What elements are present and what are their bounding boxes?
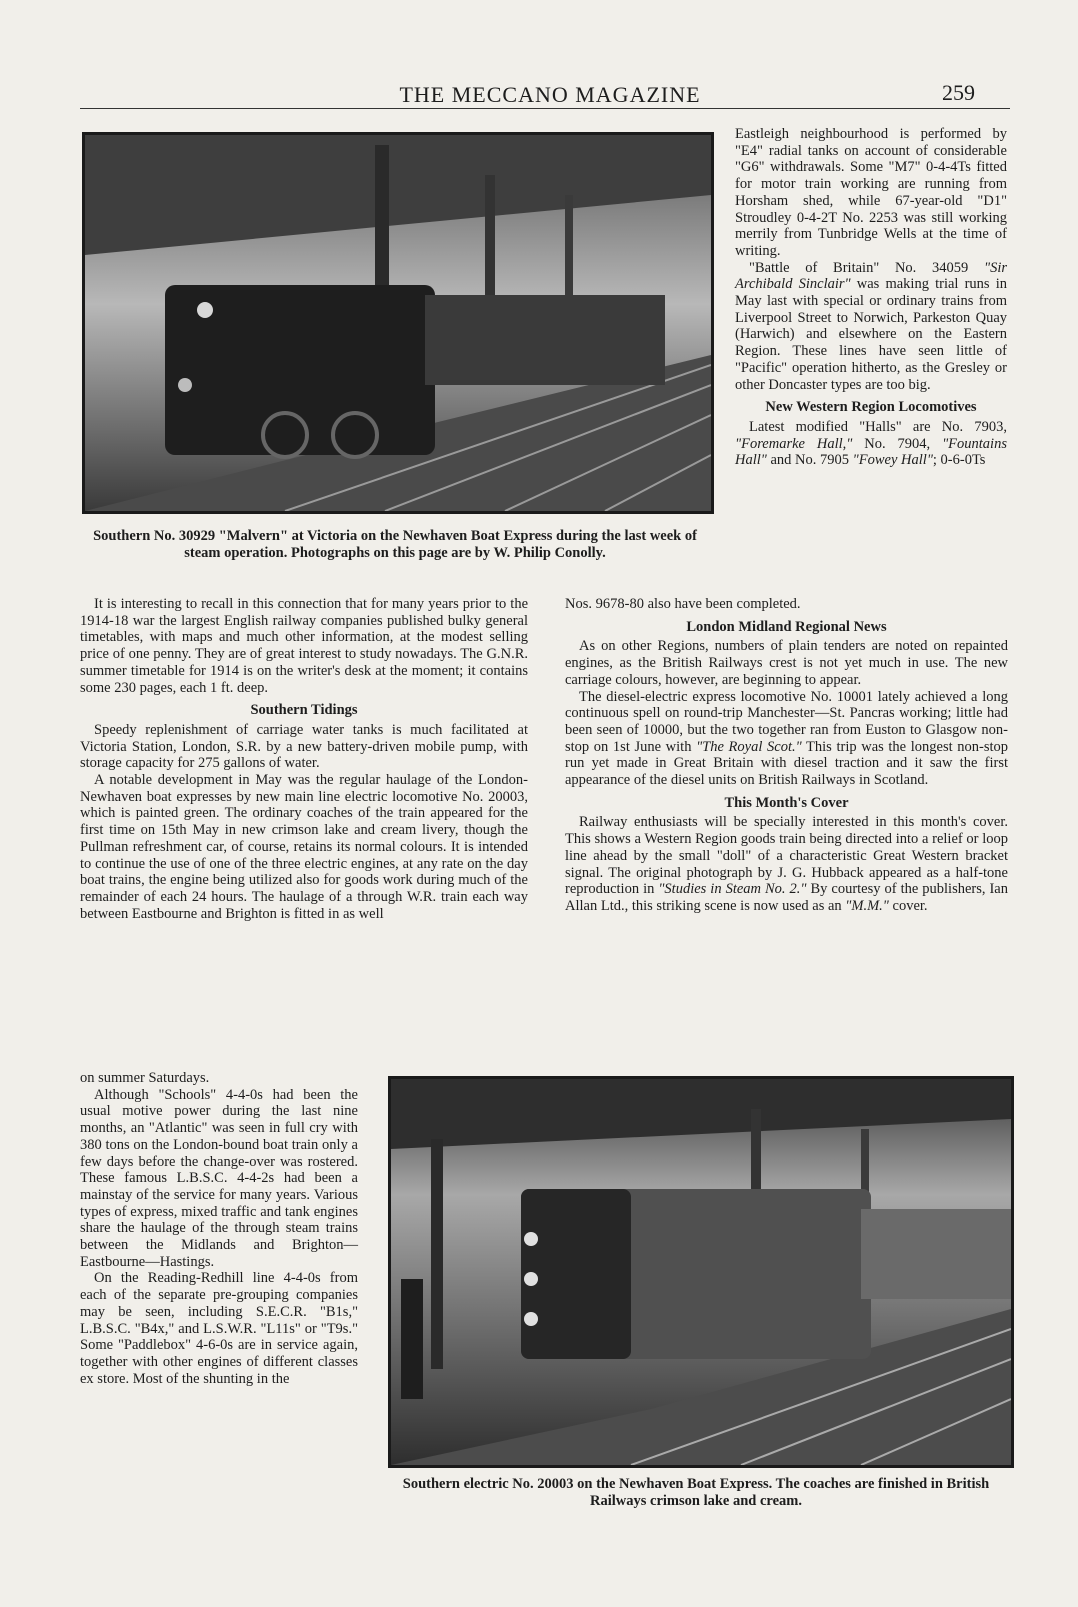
paragraph: Speedy replenishment of carriage water tanks is much facilitated at Victoria Station, London, S.R. by a new battery-driven mobile pump, with storage capacity for 275 gallons of water. [80, 721, 528, 772]
magazine-title: THE MECCANO MAGAZINE [399, 82, 701, 107]
section-heading-western-region: New Western Region Locomotives [765, 399, 977, 416]
section-heading-this-months-cover: This Month's Cover [724, 794, 849, 811]
header-rule [80, 108, 1010, 109]
article-column-left-narrow [80, 1070, 358, 1387]
paragraph: On the Reading-Redhill line 4-4-0s from each of the separate pre-grouping companies may be seen, including S.E.C.R. "B1s," L.B.S.C. "B4x," and L.S.W.R. "L11s" or "T9s." Some "Paddlebox" 4-6-0s are in service again, together with other engines of different classes ex store. Most of the shunting in the [80, 1270, 358, 1387]
photo-caption-top: Southern No. 30929 "Malvern" at Victoria on the Newhaven Boat Express during the last week of steam operation. Photographs on this page are by W. Philip Conolly. [93, 528, 697, 561]
paragraph: Latest modified "Halls" are No. 7903, "Foremarke Hall," No. 7904, "Fountains Hall" and No. 7905 "Fowey Hall"; 0-6-0Ts [735, 418, 1007, 469]
paragraph: Nos. 9678-80 also have been completed. [565, 596, 801, 612]
photo-electric-locomotive [388, 1076, 1014, 1468]
paragraph: A notable development in May was the regular haulage of the London-Newhaven boat expresses by new main line electric locomotive No. 20003, which is painted green. The ordinary coaches of the train appeared for the first time on 15th May in new crimson lake and cream livery, though the Pullman refreshment car, of course, retains its normal colours. It is intended to continue the use of one of the three electric engines, at any rate on the day boat trains, the engine being utilized also for goods work during much of the remainder of each 24 hours. The haulage of a through W.R. train each way between Eastbourne and Brighton is fitted in as well [80, 772, 528, 922]
photo-steam-locomotive [82, 132, 714, 514]
paragraph: on summer Saturdays. [80, 1070, 210, 1086]
paragraph: Eastleigh neighbourhood is performed by "E4" radial tanks on account of considerable "G6" withdrawals. Some "M7" 0-4-4Ts fitted for motor train working are running from Horsham shed, while 67-year-old "D1" Stroudley 0-4-2T No. 2253 was still working merrily from Tunbridge Wells at the time of writing. [735, 126, 1007, 259]
paragraph: Railway enthusiasts will be specially interested in this month's cover. This shows a Western Region goods train being directed into a relief or loop line ahead by the small "doll" of a characteristic Great Western bracket signal. The original photograph by J. G. Hubback appeared as a half-tone reproduction in "Studies in Steam No. 2." By courtesy of the publishers, Ian Allan Ltd., this striking scene is now used as an "M.M." cover. [565, 814, 1008, 914]
photo-caption-bottom: Southern electric No. 20003 on the Newhaven Boat Express. The coaches are finished in British Railways crimson lake and cream. [402, 1476, 990, 1509]
article-column-right-top [735, 126, 1007, 469]
paragraph: As on other Regions, numbers of plain tenders are noted on repainted engines, as the British Railways crest is not yet much in use. The new carriage colours, however, are beginning to appear. [565, 638, 1008, 688]
article-column-left [80, 596, 528, 922]
page-number: 259 [942, 80, 975, 105]
paragraph: Although "Schools" 4-4-0s had been the usual motive power during the last nine months, an "Atlantic" was seen in full cry with 380 tons on the London-bound boat train only a few days before the change-over was rostered. These famous L.B.S.C. 4-4-2s had been a mainstay of the service for many years. Various types of express, mixed traffic and tank engines share the haulage of the through steam trains between the Midlands and Brighton—Eastbourne—Hastings. [80, 1086, 358, 1270]
article-column-right-middle [565, 596, 1008, 915]
paragraph: The diesel-electric express locomotive No. 10001 lately achieved a long continuous spell on round-trip Manchester—St. Pancras working; little had been seen of 10000, but the two together ran from Euston to Glasgow non-stop on 1st June with "The Royal Scot." This trip was the longest non-stop run yet made in Great Britain with diesel traction and it saw the first appearance of the diesel units on British Railways in Scotland. [565, 688, 1008, 789]
section-heading-london-midland: London Midland Regional News [686, 618, 887, 635]
section-heading-southern-tidings: Southern Tidings [250, 702, 358, 719]
paragraph: "Battle of Britain" No. 34059 "Sir Archibald Sinclair" was making trial runs in May last with special or ordinary trains from Liverpool Street to Norwich, Parkeston Quay (Harwich) and elsewhere on the Eastern Region. These lines have seen little of "Pacific" operation hitherto, as the Gresley or other Doncaster types are too big. [735, 259, 1007, 393]
paragraph: It is interesting to recall in this connection that for many years prior to the 1914-18 war the largest English railway companies published bulky general timetables, with maps and much other information, at the modest selling price of one penny. They are of great interest to study nowadays. The G.N.R. summer timetable for 1914 is on the writer's desk at the moment; it contains some 230 pages, each 1 ft. deep. [80, 596, 528, 696]
